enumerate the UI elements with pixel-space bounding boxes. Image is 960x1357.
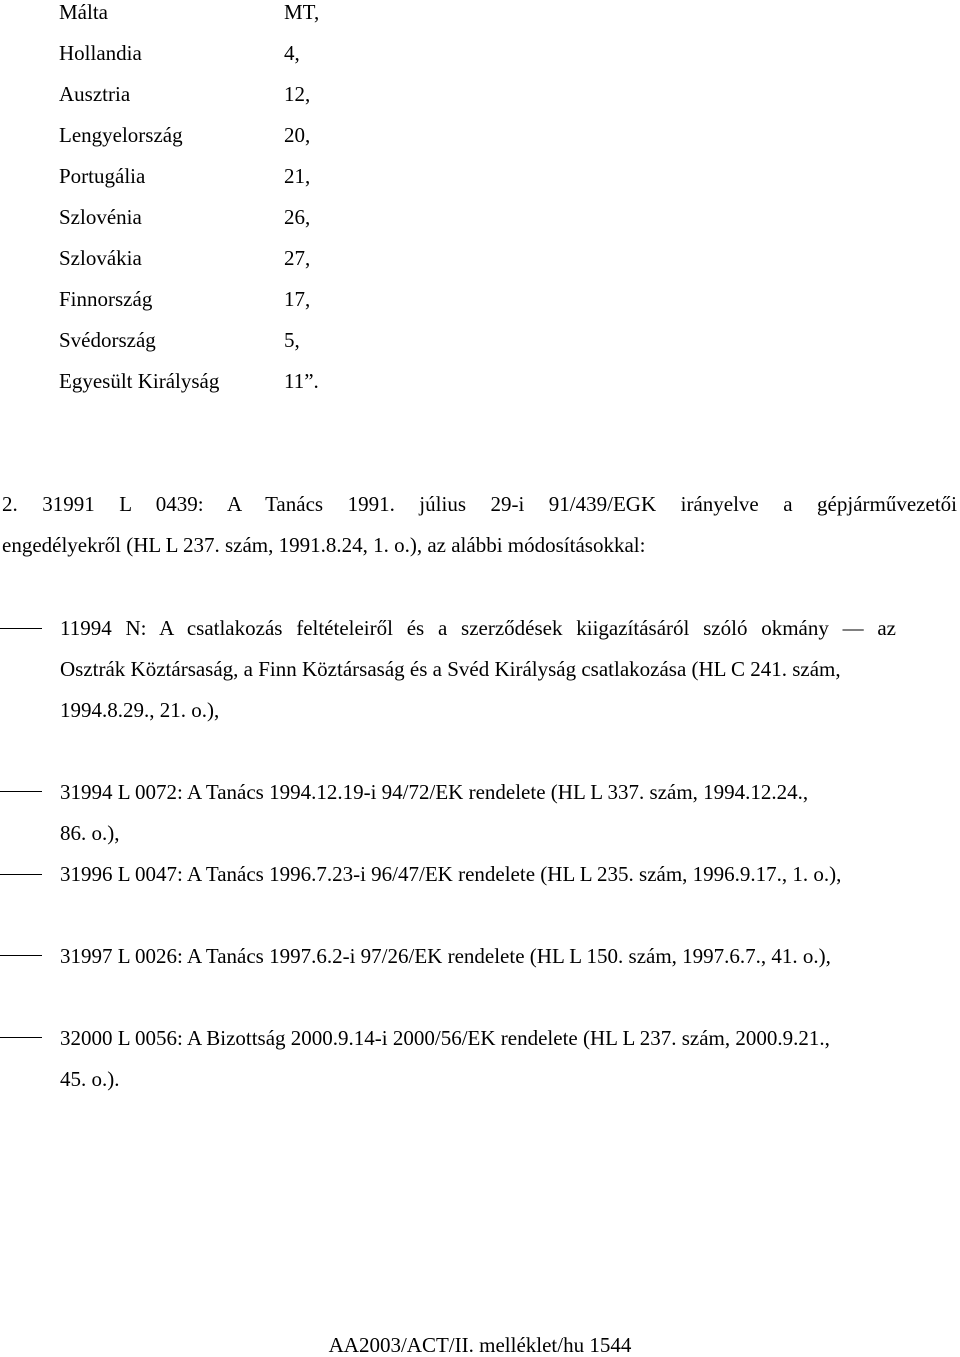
country-name: Lengyelország (59, 123, 183, 147)
country-row (59, 123, 459, 164)
country-row (59, 205, 459, 246)
country-row (59, 82, 459, 123)
country-list (59, 0, 459, 410)
country-value: 17, (284, 287, 311, 311)
amendment-line: 31997 L 0026: A Tanács 1997.6.2-i 97/26/EK rendelete (HL L 150. szám, 1997.6.7., 41. o.), (60, 944, 831, 968)
country-name: Málta (59, 0, 108, 24)
country-name: Portugália (59, 164, 146, 188)
amendment-line: 31994 L 0072: A Tanács 1994.12.19-i 94/72/EK rendelete (HL L 337. szám, 1994.12.24., (60, 780, 809, 804)
country-row (59, 328, 459, 369)
country-row (59, 164, 459, 205)
em-dash-marker (0, 791, 42, 792)
country-value: 4, (284, 41, 300, 65)
country-name: Szlovákia (59, 246, 142, 270)
country-value: 21, (284, 164, 311, 188)
country-value: 26, (284, 205, 311, 229)
amendment-line: 45. o.). (60, 1067, 120, 1091)
country-row (59, 369, 459, 410)
paragraph-2-line-1: 2. 31991 L 0439: A Tanács 1991. július 29-i 91/439/EGK irányelve a gépjárművezetői (2, 492, 957, 516)
country-row (59, 287, 459, 328)
country-name: Egyesült Királyság (59, 369, 220, 393)
country-row (59, 0, 459, 41)
em-dash-marker (0, 955, 42, 956)
amendment-line: 1994.8.29., 21. o.), (60, 698, 220, 722)
country-value: 11”. (284, 369, 319, 393)
em-dash-marker (0, 874, 42, 875)
country-value: 5, (284, 328, 300, 352)
em-dash-marker (0, 628, 42, 629)
amendment-line: 86. o.), (60, 821, 120, 845)
country-value: MT, (284, 0, 320, 24)
country-name: Hollandia (59, 41, 142, 65)
em-dash-marker (0, 1037, 42, 1038)
amendment-line: 32000 L 0056: A Bizottság 2000.9.14-i 2000/56/EK rendelete (HL L 237. szám, 2000.9.21., (60, 1026, 830, 1050)
amendment-line: 31996 L 0047: A Tanács 1996.7.23-i 96/47/EK rendelete (HL L 235. szám, 1996.9.17., 1. o.), (60, 862, 842, 886)
amendment-line: Osztrák Köztársaság, a Finn Köztársaság és a Svéd Királyság csatlakozása (HL C 241. szám, (60, 657, 841, 681)
country-row (59, 246, 459, 287)
country-row (59, 41, 459, 82)
country-name: Svédország (59, 328, 156, 352)
country-value: 27, (284, 246, 311, 270)
country-value: 20, (284, 123, 311, 147)
country-name: Finnország (59, 287, 153, 311)
paragraph-2-line-2: engedélyekről (HL L 237. szám, 1991.8.24, 1. o.), az alábbi módosításokkal: (2, 533, 646, 557)
country-value: 12, (284, 82, 311, 106)
country-name: Szlovénia (59, 205, 142, 229)
country-name: Ausztria (59, 82, 131, 106)
page-footer: AA2003/ACT/II. melléklet/hu 1544 (328, 1333, 632, 1357)
amendment-line: 11994 N: A csatlakozás feltételeiről és a szerződések kiigazításáról szóló okmány — az (60, 616, 896, 640)
